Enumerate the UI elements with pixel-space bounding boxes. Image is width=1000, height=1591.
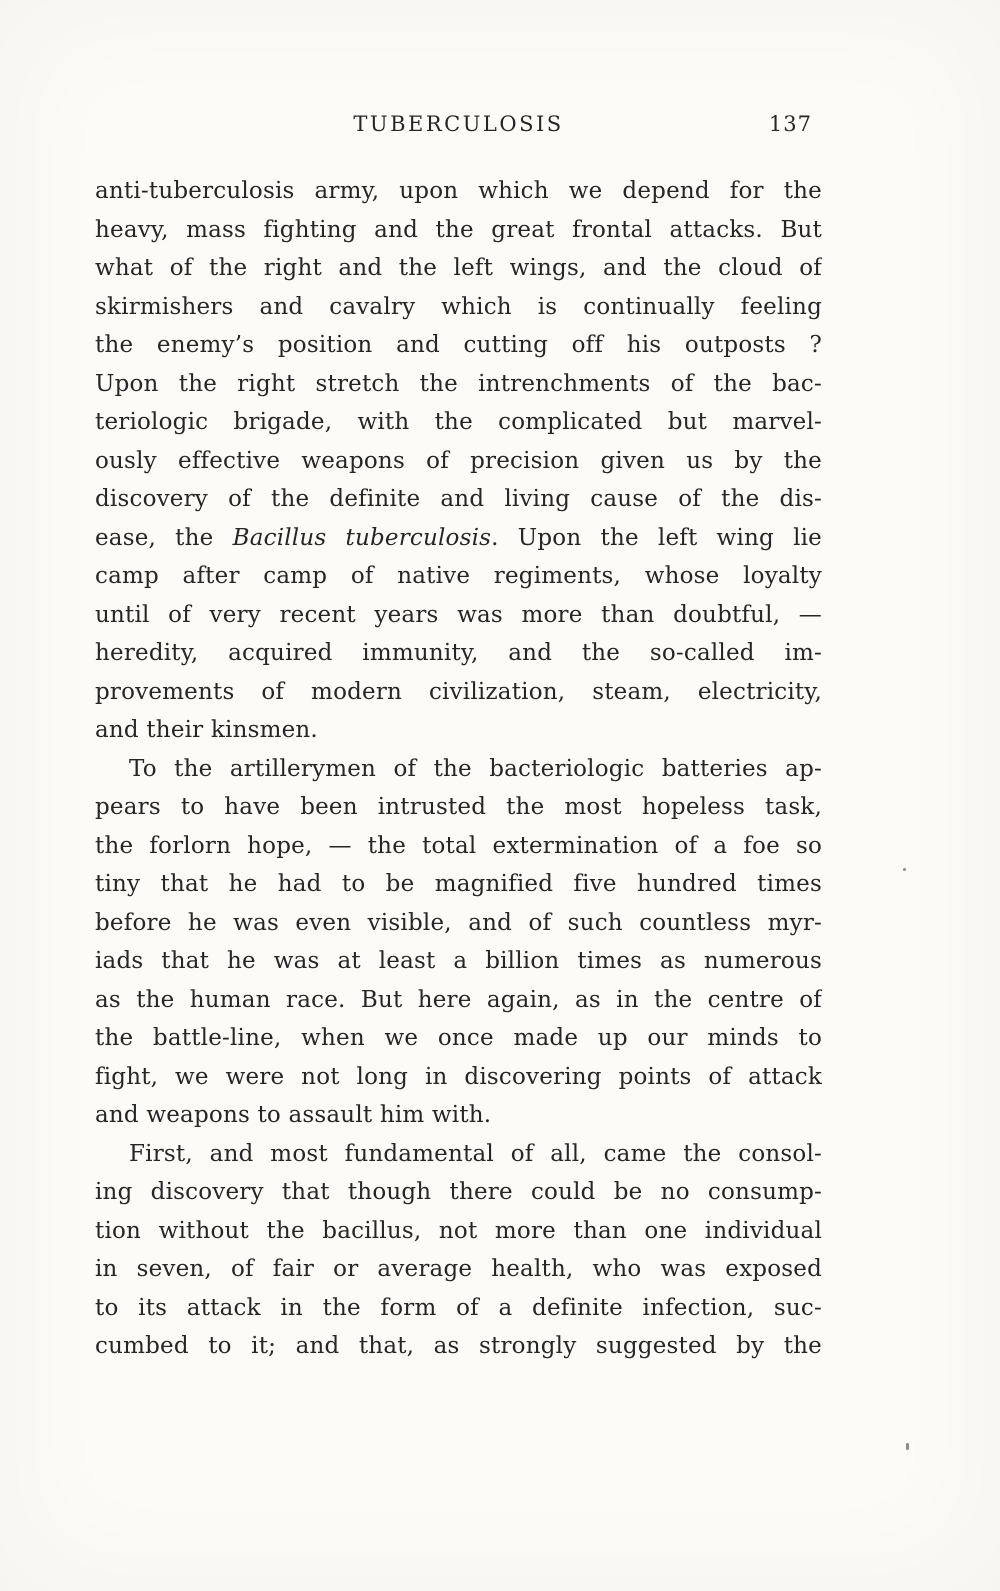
text-segment: ease, the [95, 524, 233, 551]
text-line: tion without the bacillus, not more than one individual [95, 1217, 822, 1244]
text-line: teriologic brigade, with the complicated but marvel- [95, 409, 822, 435]
text-line: Upon the right stretch the intrenchments of the bac- [95, 370, 822, 397]
paragraph [95, 172, 822, 750]
text-line [95, 519, 822, 558]
italic-species-name: Bacillus tuberculosis [232, 524, 492, 551]
paragraph [95, 1135, 822, 1366]
text-line: heredity, acquired immunity, and the so-called im- [95, 640, 822, 666]
text-line: cumbed to it; and that, as strongly suggested by the [95, 1333, 822, 1359]
running-head-title: TUBERCULOSIS [353, 112, 564, 136]
text-line: iads that he was at least a billion times as numerous [95, 948, 822, 974]
text-line: to its attack in the form of a definite infection, suc- [95, 1294, 822, 1321]
text-line: First, and most fundamental of all, came the consol- [129, 1140, 822, 1167]
text-segment: . Upon the left wing lie [491, 524, 822, 551]
text-block [95, 172, 822, 1366]
text-line: the battle-line, when we once made up our minds to [95, 1025, 822, 1051]
page-number: 137 [768, 112, 812, 136]
page-header [95, 112, 822, 144]
text-line: pears to have been intrusted the most hopeless task, [95, 794, 822, 820]
text-line: until of very recent years was more than doubtful, — [95, 601, 822, 628]
text-line: camp after camp of native regiments, whose loyalty [95, 563, 822, 589]
text-line: fight, we were not long in discovering points of attack [95, 1063, 822, 1090]
text-line: the forlorn hope, — the total extermination of a foe so [95, 832, 822, 859]
scan-speck [906, 1443, 909, 1450]
text-line: tiny that he had to be magnified five hundred times [95, 871, 822, 897]
text-line: ing discovery that though there could be no consump- [95, 1179, 822, 1205]
text-line: heavy, mass fighting and the great frontal attacks. But [95, 216, 822, 243]
text-line: in seven, of fair or average health, who was exposed [95, 1256, 822, 1282]
text-line: anti-tuberculosis army, upon which we depend for the [95, 178, 822, 204]
text-line: discovery of the definite and living cause of the dis- [95, 486, 822, 512]
scan-speck [903, 868, 906, 871]
text-line: before he was even visible, and of such countless myr- [95, 909, 822, 936]
paragraph [95, 750, 822, 1135]
text-line: ously effective weapons of precision given us by the [95, 447, 822, 474]
text-line: skirmishers and cavalry which is continually feeling [95, 293, 822, 320]
text-line: provements of modern civilization, steam, electricity, [95, 678, 822, 705]
text-line: what of the right and the left wings, and the cloud of [95, 255, 822, 281]
text-line: the enemy’s position and cutting off his outposts ? [95, 332, 822, 358]
text-line: as the human race. But here again, as in the centre of [95, 986, 822, 1013]
text-line: To the artillerymen of the bacteriologic batteries ap- [129, 755, 822, 782]
text-line: and their kinsmen. [95, 717, 318, 743]
text-line: and weapons to assault him with. [95, 1102, 492, 1128]
